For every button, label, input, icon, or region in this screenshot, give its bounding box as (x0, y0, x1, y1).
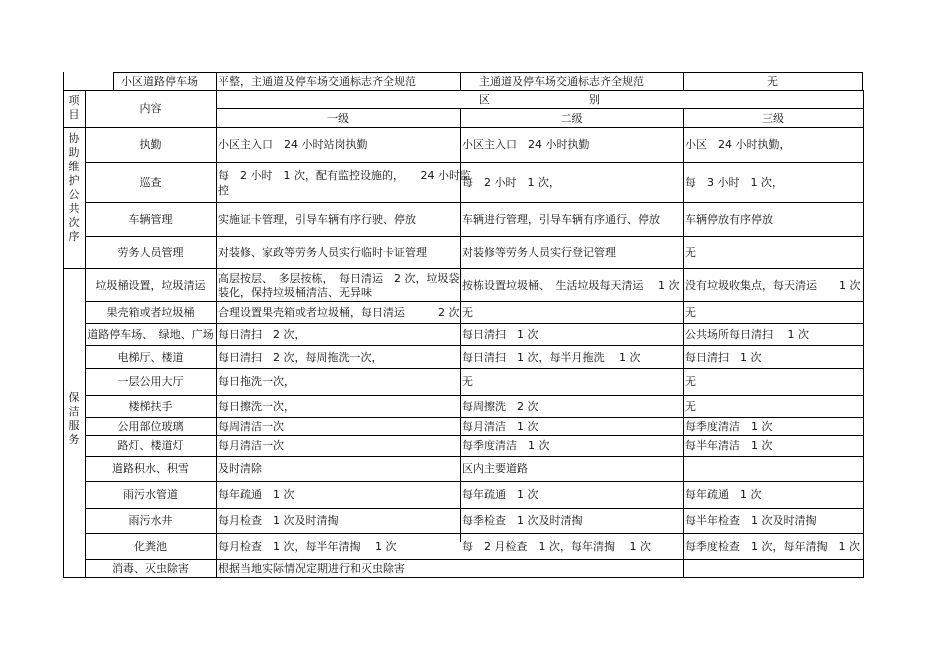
row-level2: 每日清扫 1 次，每半月拖洗 1 次 (462, 351, 641, 364)
rule (85, 345, 864, 346)
row-level1: 对装修、家政等劳务人员实行临时卡证管理 (218, 246, 427, 259)
row-level3: 每日清扫 1 次 (685, 351, 762, 364)
row-level1: 每周清洁一次 (218, 420, 284, 433)
row-level2: 对装修等劳务人员实行登记管理 (462, 246, 616, 259)
top-row-level3: 无 (767, 75, 778, 88)
rule (85, 508, 864, 509)
row-item: 劳务人员管理 (117, 246, 184, 259)
row-level2: 每日清扫 1 次 (462, 328, 539, 341)
row-level3: 小区 24 小时执勤， (685, 138, 791, 151)
row-level2: 每季度清洁 1 次 (462, 439, 550, 452)
row-item: 垃圾桶设置，垃圾清运 (95, 279, 206, 292)
row-level1: 小区主入口 24 小时站岗执勤 (218, 138, 368, 151)
row-level2: 每季检查 1 次及时清掏 (462, 514, 583, 527)
row-level3: 无 (685, 400, 696, 413)
rule (85, 533, 864, 534)
header-level3: 三级 (762, 112, 784, 125)
row-item: 楼梯扶手 (128, 400, 173, 413)
section-order-title: 协助维护公共次序 (68, 132, 80, 243)
row-level2: 每月清洁 1 次 (462, 420, 539, 433)
rule (460, 72, 461, 91)
row-item: 车辆管理 (128, 213, 173, 226)
rule (863, 90, 864, 578)
row-item: 执勤 (139, 138, 162, 151)
row-item: 路灯、楼道灯 (117, 439, 184, 452)
row-item: 雨污水管道 (123, 488, 178, 501)
row-level3: 每季度清洁 1 次 (685, 420, 773, 433)
rule (63, 577, 864, 578)
row-level1: 每月检查 1 次及时清掏 (218, 514, 339, 527)
header-level2: 二级 (560, 112, 583, 125)
rule (63, 72, 64, 578)
row-level1: 及时清除 (218, 462, 262, 475)
rule (85, 456, 864, 457)
section-clean-title: 保洁服务 (68, 391, 80, 446)
top-row-level1: 平整，主通道及停车场交通标志齐全规范 (218, 75, 416, 88)
rule (85, 368, 864, 369)
rule (85, 559, 864, 560)
rule (216, 108, 863, 109)
row-level3: 公共场所每日清扫 1 次 (685, 328, 809, 341)
row-level3: 每季度检查 1 次，每年清掏 1 次 (685, 540, 860, 553)
row-level2: 按栋设置垃圾桶、 生活垃圾每天清运 1 次 (462, 279, 680, 292)
row-level3: 没有垃圾收集点，每天清运 1 次 (685, 279, 861, 292)
rule (113, 72, 862, 73)
row-item: 果壳箱或者垃圾桶 (106, 306, 195, 319)
row-level3: 无 (685, 375, 696, 388)
row-level2: 每周擦洗 2 次 (462, 400, 539, 413)
row-level1: 每月清洁一次 (218, 439, 284, 452)
row-level1: 每月检查 1 次，每半年清掏 1 次 (218, 540, 397, 553)
top-row-item: 小区道路停车场 (121, 75, 198, 88)
row-level1: 每 2 小时 1 次，配有监控设施的， 24 小时监 (218, 169, 471, 182)
row-level1: 每年疏通 1 次 (218, 488, 295, 501)
rule (85, 162, 864, 163)
top-row-level2: 主通道及停车场交通标志齐全规范 (479, 75, 644, 88)
row-level2: 每年疏通 1 次 (462, 488, 539, 501)
row-level2: 每 2 月检查 1 次，每年清掏 1 次 (462, 540, 651, 553)
row-level1: 实施证卡管理，引导车辆有序行驶、停放 (218, 213, 416, 226)
row-level3: 每半年清洁 1 次 (685, 439, 773, 452)
rule (862, 72, 863, 91)
row-level2: 车辆进行管理，引导车辆有序通行、停放 (462, 213, 660, 226)
row-level2: 每 2 小时 1 次， (462, 176, 560, 189)
row-level3: 无 (685, 246, 696, 259)
header-xiangmu: 项目 (68, 94, 80, 121)
rule (85, 301, 864, 302)
rule (85, 395, 864, 396)
row-item: 电梯厅、楼道 (117, 351, 184, 364)
row-level2: 无 (462, 306, 473, 319)
row-level1: 合理设置果壳箱或者垃圾桶，每日清运 2 次 (218, 306, 460, 319)
row-item: 一层公用大厅 (117, 375, 184, 388)
row-level2: 小区主入口 24 小时执勤 (462, 138, 590, 151)
row-item: 消毒、灭虫除害 (112, 562, 189, 575)
rule (683, 108, 684, 578)
row-level3: 每半年检查 1 次及时清掏 (685, 514, 817, 527)
row-level3: 每年疏通 1 次 (685, 488, 762, 501)
service-standard-table (63, 72, 863, 578)
header-content: 内容 (139, 102, 162, 115)
rule (85, 417, 864, 418)
row-level2: 无 (462, 375, 473, 388)
row-level1: 高层按层、 多层按栋， 每日清运 2 次，垃圾袋 (218, 272, 460, 285)
rule (85, 481, 864, 482)
rule (85, 323, 864, 324)
rule (216, 72, 217, 578)
row-level3: 每 3 小时 1 次， (685, 176, 783, 189)
row-item: 巡查 (139, 176, 162, 189)
row-level1: 每日清扫 2 次，每周拖洗一次， (218, 351, 383, 364)
row-level3: 无 (685, 306, 696, 319)
row-level1: 每日清扫 2 次， (218, 328, 306, 341)
row-item: 道路积水、积雪 (112, 462, 189, 475)
row-item: 道路停车场、 绿地、广场 (87, 328, 214, 341)
header-level1: 一级 (327, 112, 349, 125)
rule (85, 435, 864, 436)
row-level1-cont: 控 (218, 184, 229, 197)
row-item: 公用部位玻璃 (117, 420, 184, 433)
rule (85, 236, 864, 237)
row-level1: 根据当地实际情况定期进行和灭虫除害 (218, 562, 405, 575)
row-item: 化粪池 (134, 540, 167, 553)
rule (85, 202, 864, 203)
row-level1-cont: 装化，保持垃圾桶清洁、无异味 (218, 286, 372, 299)
row-item: 雨污水井 (128, 514, 173, 527)
header-qubie: 区 别 (479, 93, 600, 106)
rule (63, 268, 864, 269)
rule (63, 90, 864, 91)
row-level3: 车辆停放有序停放 (685, 213, 773, 226)
rule (683, 72, 684, 91)
row-level1: 每日拖洗一次， (218, 375, 295, 388)
row-level2: 区内主要道路 (462, 462, 528, 475)
rule (63, 127, 864, 128)
rule (113, 72, 114, 91)
row-level1: 每日擦洗一次， (218, 400, 295, 413)
